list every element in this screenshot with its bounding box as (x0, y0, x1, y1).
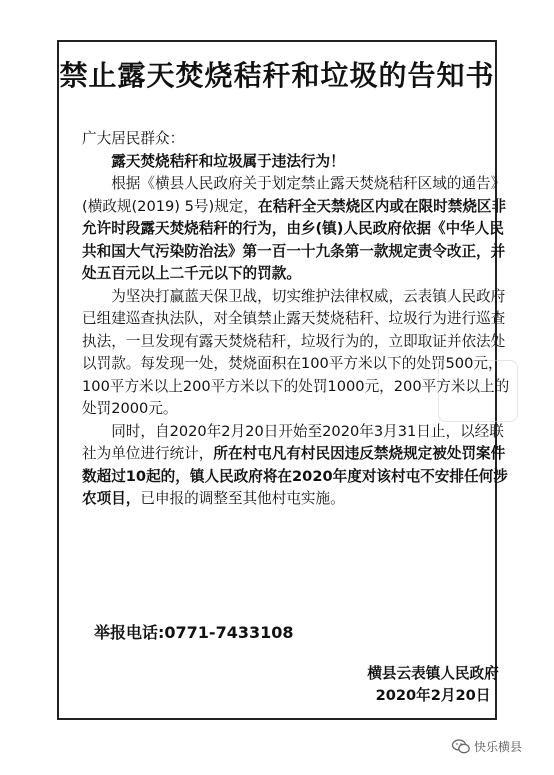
text-run: 露天焚烧秸秆和垃圾属于违法行为！ (111, 152, 345, 170)
paragraph-enforcement (82, 286, 516, 421)
issue-date: 2020年2月20日 (375, 687, 491, 704)
paragraph-statistics (82, 421, 516, 511)
text-run: 同时，自2020年2月20日开始至2020年3月31日止，以经联社为单位进行统计， (82, 422, 504, 462)
text-run: 已申报的调整至其他村屯实施。 (140, 490, 345, 507)
paragraph-legal-basis (82, 173, 516, 286)
paragraph-statement (82, 151, 516, 174)
text-run: 为坚决打赢蓝天保卫战，切实维护法律权威，云表镇人民政府已组建巡查执法队，对全镇禁止露天焚烧秸秆、垃圾行为进行巡查执法，一旦发现有露天焚烧秸秆，垃圾行为的，立即取证并依法处以罚款。每发现一处，焚烧面积在100平方米以下的处罚500元，100平方米以上200平方米以下的处罚1000元，200平方米以上的处罚2000元。 (82, 287, 510, 417)
issuer-name: 横县云表镇人民政府 (367, 665, 499, 682)
report-phone: 举报电话:0771-7433108 (94, 623, 294, 642)
notice-body (82, 128, 516, 511)
salutation: 广大居民群众： (82, 130, 185, 147)
wechat-badge (452, 738, 522, 755)
text-run: 根据《横县人民政府关于划定禁止露天焚烧秸秆区域的通告》(横政规(2019) 5号)规定， (82, 175, 506, 215)
signature-block (338, 663, 528, 707)
wechat-icon (452, 739, 470, 754)
notice-title: 禁止露天焚烧秸秆和垃圾的告知书 (59, 59, 495, 92)
text-run-bold: 所在村屯凡有村民因违反禁烧规定被处罚案件数超过10起的，镇人民政府将在2020年度对该村屯不安排任何涉农项目， (82, 445, 508, 507)
wechat-account-name: 快乐横县 (474, 740, 523, 754)
text-run-bold: 在秸秆全天禁烧区内或在限时禁烧区非允许时段露天焚烧秸秆的行为，由乡(镇)人民政府依据《中华人民共和国大气污染防治法》第一百一十九条第一款规定责令改正，并处五百元以上二千元以下的罚款。 (82, 197, 507, 282)
